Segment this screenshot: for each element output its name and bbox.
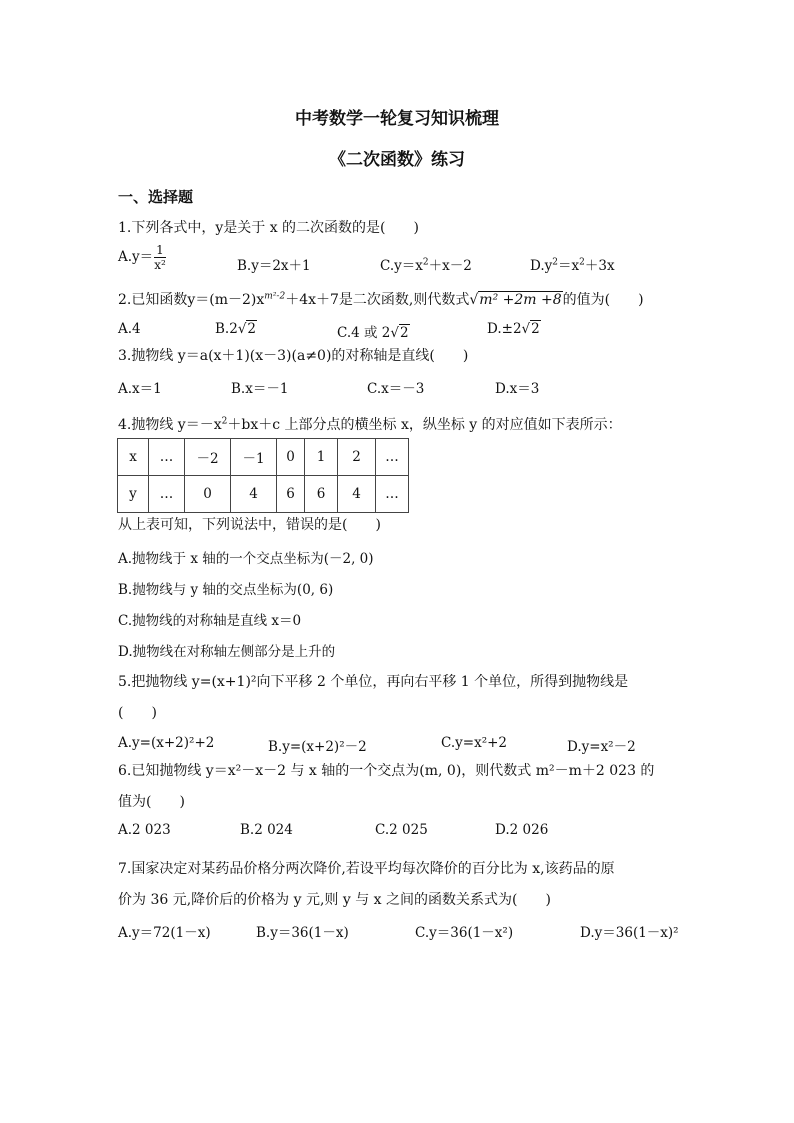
question-6-option-b: B.2 024 bbox=[240, 822, 293, 838]
question-3-option-b: B.x＝－1 bbox=[231, 381, 289, 397]
question-6-option-c: C.2 025 bbox=[375, 822, 428, 838]
question-1-option-c: $C.y=x^2+x-2$ bbox=[380, 257, 472, 274]
table-row: y … 0 4 6 6 4 … bbox=[118, 476, 409, 513]
question-4-option-d: D.抛物线在对称轴左侧部分是上升的 bbox=[118, 644, 336, 660]
question-6-option-a: A.2 023 bbox=[118, 822, 171, 838]
question-6-option-d: D.2 026 bbox=[495, 822, 549, 838]
question-5-stem: 5.把抛物线 y=(x+1)²向下平移 2 个单位，再向右平移 1 个单位，所得到抛物线是 bbox=[118, 674, 629, 690]
question-3-option-c: C.x＝－3 bbox=[367, 381, 425, 397]
question-1-option-a: A.y＝ $\frac{1}{\text{x²}}$ bbox=[118, 243, 166, 272]
question-1-stem: 1.下列各式中，y是关于 x 的二次函数的是( ) bbox=[118, 220, 419, 236]
question-2-option-c: C.4 或 2√2 bbox=[337, 325, 409, 341]
question-5-option-a: A.y=(x+2)²+2 bbox=[118, 735, 215, 751]
question-7-option-b: B.y＝36(1－x) bbox=[256, 925, 349, 941]
question-7-option-a: A.y＝72(1－x) bbox=[118, 925, 211, 941]
question-3-option-d: D.x＝3 bbox=[495, 381, 540, 397]
page-title: 中考数学一轮复习知识梳理 bbox=[295, 109, 499, 129]
question-2-option-b: B.2√2 bbox=[215, 321, 257, 337]
section-heading: 一、选择题 bbox=[118, 188, 194, 206]
question-5-option-b: B.y=(x+2)²－2 bbox=[268, 739, 367, 755]
value-table bbox=[117, 438, 409, 513]
question-4-option-c: C.抛物线的对称轴是直线 x＝0 bbox=[118, 613, 302, 629]
question-7-stem-cont: 价为 36 元,降价后的价格为 y 元,则 y 与 x 之间的函数关系式为( ) bbox=[118, 892, 551, 908]
question-4-prompt: 从上表可知，下列说法中，错误的是( ) bbox=[118, 517, 381, 533]
question-5-option-c: C.y=x²+2 bbox=[441, 735, 508, 751]
question-7-option-d: D.y＝36(1－x)² bbox=[580, 925, 679, 941]
question-4-option-a: A.抛物线于 x 轴的一个交点坐标为(－2, 0) bbox=[118, 551, 374, 567]
question-7-option-c: C.y＝36(1－x²) bbox=[415, 925, 514, 941]
question-3-stem: 3.抛物线 y＝a(x＋1)(x－3)(a≠0)的对称轴是直线( ) bbox=[118, 348, 469, 364]
question-5-stem-cont: ( ) bbox=[118, 705, 157, 721]
question-3-option-a: A.x＝1 bbox=[118, 381, 162, 397]
question-2-stem: 2.已知函数$y=(m-2)x^{m^2-2}+4x+7$是二次函数,则代数式√m² +2m +8的值为( ) bbox=[118, 291, 644, 308]
question-2-option-a: A.4 bbox=[118, 321, 141, 337]
question-2-option-d: D.±2√2 bbox=[487, 321, 540, 337]
question-1-option-b: B.y＝2x＋1 bbox=[237, 258, 311, 274]
question-1-option-d: $D.y^2=x^2+3x$ bbox=[530, 257, 615, 274]
square-root: √m² +2m +8 bbox=[469, 292, 562, 308]
question-6-stem: 6.已知抛物线 y＝x²－x－2 与 x 轴的一个交点为(m, 0)，则代数式 m²－m＋2 023 的 bbox=[118, 763, 655, 779]
question-4-option-b: B.抛物线与 y 轴的交点坐标为(0, 6) bbox=[118, 582, 334, 598]
question-7-stem: 7.国家决定对某药品价格分两次降价,若设平均每次降价的百分比为 x,该药品的原 bbox=[118, 861, 615, 877]
question-6-stem-cont: 值为( ) bbox=[118, 794, 185, 810]
page-subtitle: 《二次函数》练习 bbox=[329, 150, 465, 170]
question-4-stem: 4.抛物线 $y=-x^2+bx+c$ 上部分点的横坐标 x，纵坐标 y 的对应值如下表所示： bbox=[118, 416, 622, 433]
fraction: $\frac{1}{\text{x²}}$ bbox=[154, 243, 166, 272]
table-row: x … －2 －1 0 1 2 … bbox=[118, 439, 409, 476]
question-5-option-d: D.y=x²－2 bbox=[567, 739, 636, 755]
